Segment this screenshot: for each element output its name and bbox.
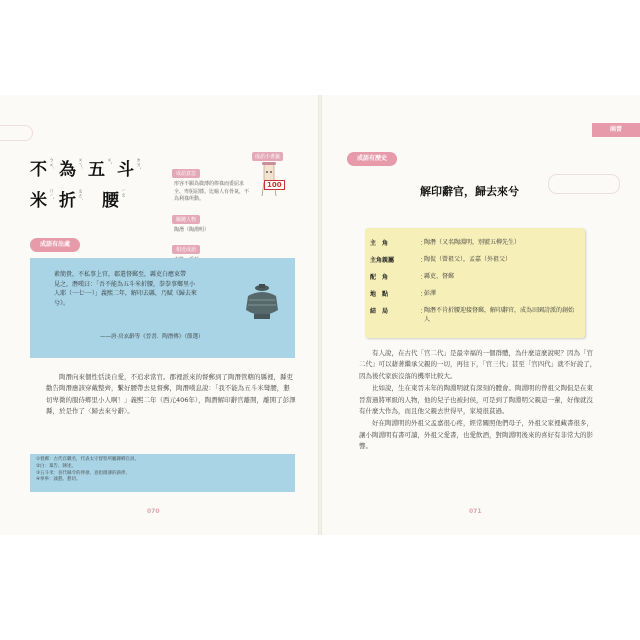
footnote: ③五斗米：晉代縣令的俸祿，意指微薄的薪俸。 (36, 470, 131, 476)
page-number-right: 071 (469, 508, 482, 515)
footnotes-box (30, 454, 295, 492)
profile-row: 地 點 ： 彭澤 (370, 290, 437, 298)
history-section-tag: 成語有歷史 (347, 152, 397, 166)
bronze-vessel-icon (240, 280, 285, 325)
idiom-title (30, 155, 140, 217)
page-number-left: 070 (147, 508, 160, 515)
meaning-label: 成語意思 (172, 169, 200, 178)
meaning-text: 形容不願為微薄的俸祿而委屈求全、卑躬屈膝。比喻人有骨氣，不為利祿所動。 (174, 181, 250, 202)
profile-row: 主角親屬 ： 陶侃（曾祖父），孟嘉（外祖父） (370, 256, 512, 264)
history-paragraph: 有人說，在古代「官二代」是最幸福的一個群體，為什麼這麼說呢？因為「官二代」可以藉著繼承父親的一切，再往下，「官三代」甚至「官四代」就不好說了，因為後代家族沒落的機率比較大。 (359, 349, 597, 380)
cloud-decoration (0, 125, 33, 141)
history-paragraph: 比如說，生在東晉末年的陶淵明就有深刻的體會。陶淵明的曾祖父陶侃是在東晉當過將軍級的人物，他的兒子也被封侯，可是到了陶淵明父親這一輩，好像就沒有什麼大作為，而且他父親去世得早，家境很貧過。 (359, 384, 593, 415)
key-person-text: 陶潛（陶淵明） (174, 226, 210, 233)
key-person-label: 關鍵人物 (172, 215, 200, 224)
title-char: 斗 ㄉㄡˇ (117, 157, 141, 180)
story-paragraph: 陶潛向來個性恬淡自愛，不追求當官。郡裡派來的督郵到了陶潛管轄的縣裡，縣吏勸告陶潛應該穿戴整齊，繫好腰帶去見督郵，陶潛嘆息說：「我不能為五斗米彎腰，懇切卑微的服侍鄉里小人啊！」義熙二年（西元406年），陶潛解印辭官離開，離開了彭澤縣，於是作了〈歸去來兮辭〉。 (46, 373, 296, 416)
profile-row: 結 局 ： 陶潛不肯折腰迎接督郵，解印辭官，成為田園詩派的創始人 (370, 307, 575, 324)
title-char: 折 ㄓㄜˊ (59, 188, 83, 211)
quote-line: 見之，潛嘆曰：「吾不能為五斗米折腰，拳拳事鄉里小 (54, 280, 196, 288)
title-char: 不 ㄅㄨˋ (30, 157, 54, 180)
cloud-decoration (548, 174, 620, 194)
profile-row: 主 角 ： 陶潛（又名陶淵明，別號五柳先生） (370, 239, 521, 247)
page-gutter (318, 95, 322, 535)
quote-line: 素簡貴，不私事上官，郡遣督郵至，縣吏白應束帶 (54, 271, 187, 278)
title-char: 為 ㄨㄟˋ (59, 157, 83, 180)
idiom-info (172, 160, 252, 267)
title-char: 五 ㄨˇ (88, 157, 112, 180)
title-row-1 (30, 155, 140, 180)
footnote: ①督郵：古代官職名，代表太守督察所屬縣鄉官員。 (36, 457, 140, 462)
quote-line: 兮》。 (54, 299, 70, 307)
footnote: ④拳拳：誠懇、懇切。 (36, 477, 81, 483)
quote-line: 人耶（一七·一）」義熙二年，解印去縣，乃賦《歸去來 (54, 290, 197, 298)
history-text (359, 348, 599, 453)
dynasty-tab[interactable]: 兩晉 (592, 123, 640, 137)
title-char: 米 ㄇㄧˇ (30, 188, 54, 211)
title-row-2 (30, 186, 140, 211)
profile-row: 配 角 ： 縣吏、督郵 (370, 273, 455, 281)
footnote: ②白：稟告、陳述。 (36, 463, 77, 469)
story-heading: 解印辭官，歸去來兮 (420, 185, 519, 198)
mascot-illustration (252, 152, 292, 207)
related-label: 相近成語 (172, 245, 200, 254)
mascot-number: 100 (264, 180, 285, 190)
quote-source: ——唐·房玄齡等《晉書．陶潛傳》（節選） (100, 334, 204, 340)
history-paragraph: 好在陶淵明的外祖父孟嘉很心疼，經常關照他們母子，外祖父家裡藏書很多，讓小陶淵明有書可讀，外祖父愛書，也愛飲酒，對陶淵明後來的喜好有非常大的影響。 (359, 419, 593, 450)
mascot-label: 成語小書籤 (252, 152, 283, 161)
classical-quote (54, 270, 234, 308)
source-section-tag: 成語有出處 (30, 238, 80, 252)
title-char: 腰 ㄧㄠ (102, 188, 126, 211)
